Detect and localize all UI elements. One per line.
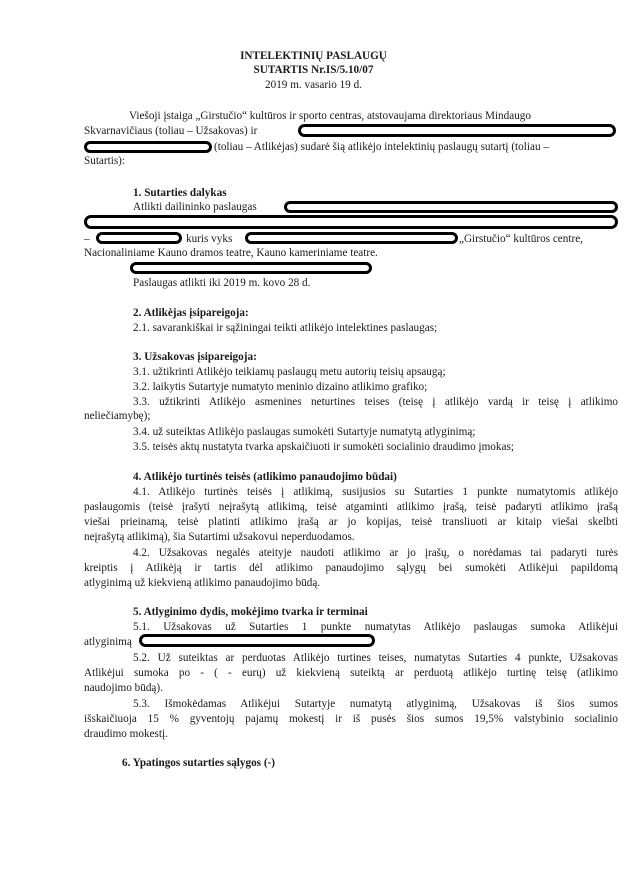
section-1-dash: – [84,233,90,245]
section-4-p1-line-2: paslaugomis (teisė įrašyti neįrašytą atlikimą, teisė atgaminti atlikimo įrašą, teisė padaryti atlikimo įrašą [84,501,618,513]
redaction-mark [245,232,458,244]
section-5-heading: 5. Atlyginimo dydis, mokėjimo tvarka ir terminai [133,606,368,618]
section-3-item-3-cont: neliečiamybę); [84,410,151,422]
section-3-item-2: 3.2. laikytis Sutartyje numatyto meninio dizaino atlikimo grafiko; [133,381,428,393]
section-3-item-4: 3.4. už suteiktas Atlikėjo paslaugas sumokėti Sutartyje numatytą atlyginimą; [133,426,476,438]
section-5-p1-line-1: 5.1. Užsakovas už Sutarties 1 punkte numatytas Atlikėjo paslaugas sumoka Atlikėjui [133,621,618,633]
section-4-p1-line-1: 4.1. Atlikėjo turtinės teisės į atlikimą, susijusios su Sutarties 1 punkte numatytomis atlikėjo [133,486,618,498]
section-1-line-2c: „Girstučio“ kultūros centre, [459,233,583,245]
section-4-p2-line-2: kreiptis į Atlikėją ir tartis dėl atlikimo panaudojimo sąlygų bei sumokėti Atlikėjui papildomą [84,562,618,574]
section-2-item-1: 2.1. savarankiškai ir sąžiningai teikti atlikėjo intelektines paslaugas; [133,322,438,334]
section-1-line-2b: kuris vyks [186,233,233,245]
section-4-p2-line-3: atlyginimą už kiekvieną atlikimo panaudojimo būdą. [84,577,321,589]
section-6-heading: 6. Ypatingos sutarties sąlygos (-) [122,757,276,769]
section-4-p1-line-4: neįrašytą atlikimą), šia Sutartimi užsakovui neperduodamos. [84,531,355,543]
section-1-line-1: Atlikti dailininko paslaugas [133,201,257,213]
intro-line-1: Viešoji įstaiga „Girstučio“ kultūros ir sporto centras, atstovaujama direktoriaus Mindaugo [129,110,531,122]
title-line-2: SUTARTIS Nr.IS/5.10/07 [253,64,374,76]
section-1-line-3: Nacionaliniame Kauno dramos teatre, Kauno kameriniame teatre. [84,247,378,259]
redaction-mark [84,141,212,153]
section-4-p1-line-3: viešai prieinamą, teisė platinti atlikimo įrašą ar jo kopijas, teisė transliuoti ar kitaip viešai skelbti [84,516,618,528]
redaction-mark [298,124,616,137]
redaction-mark [96,232,182,244]
intro-line-3: (toliau – Atlikėjas) sudarė šią atlikėjo intelektinių paslaugų sutartį (toliau – [214,141,549,153]
section-4-heading: 4. Atlikėjo turtinės teisės (atlikimo panaudojimo būdai) [133,471,397,483]
intro-line-4: Sutartis): [84,155,126,167]
section-5-p3-line-1: 5.3. Išmokėdamas Atlikėjui Sutartyje numatytą atlyginimą, Užsakovas iš šios sumos [133,698,618,710]
section-3-heading: 3. Užsakovas įsipareigoja: [133,351,257,363]
contract-date: 2019 m. vasario 19 d. [265,79,362,91]
section-1-heading: 1. Sutarties dalykas [133,187,227,199]
section-3-item-3: 3.3. užtikrinti Atlikėjo asmenines neturtines teises (teisę į atlikėjo vardą ir teisę į atlikimo [133,396,618,408]
section-2-heading: 2. Atlikėjas įsipareigoja: [133,307,249,319]
redaction-mark [139,634,375,647]
intro-line-2: Skvarnavičiaus (toliau – Užsakovas) ir [84,125,258,137]
section-1-line-4: Paslaugas atlikti iki 2019 m. kovo 28 d. [133,277,311,289]
redaction-mark [284,201,618,213]
section-5-p3-line-3: draudimo mokestį. [84,728,168,740]
redaction-mark [84,215,618,229]
section-5-p3-line-2: išskaičiuoja 15 % gyventojų pajamų mokestį ir iš pusės šios sumos 19,5% valstybinio socialinio [84,713,618,725]
section-5-p2-line-1: 5.2. Už suteiktas ar perduotas Atlikėjo turtines teises, numatytas Sutarties 4 punkte, Užsakovas [133,652,618,664]
title-line-1: INTELEKTINIŲ PASLAUGŲ [240,50,387,62]
redaction-mark [130,262,372,274]
section-5-p1-line-2: atlyginimą [84,636,132,648]
section-5-p2-line-2: Atlikėjui sumoka po - ( - eurų) už kiekvieną suteiktą ar perduotą atlikėjo turtinę teisę (atlikimo [84,667,618,679]
section-4-p2-line-1: 4.2. Užsakovas negalės ateityje naudoti atlikimo ar jo įrašų, o norėdamas tai padaryti turės [133,547,618,559]
section-3-item-1: 3.1. užtikrinti Atlikėjo teikiamų paslaugų metu autorių teisių apsaugą; [133,366,446,378]
section-3-item-5: 3.5. teisės aktų nustatyta tvarka apskaičiuoti ir sumokėti socialinio draudimo įmokas; [133,441,514,453]
section-5-p2-line-3: naudojimo būdą). [84,682,163,694]
